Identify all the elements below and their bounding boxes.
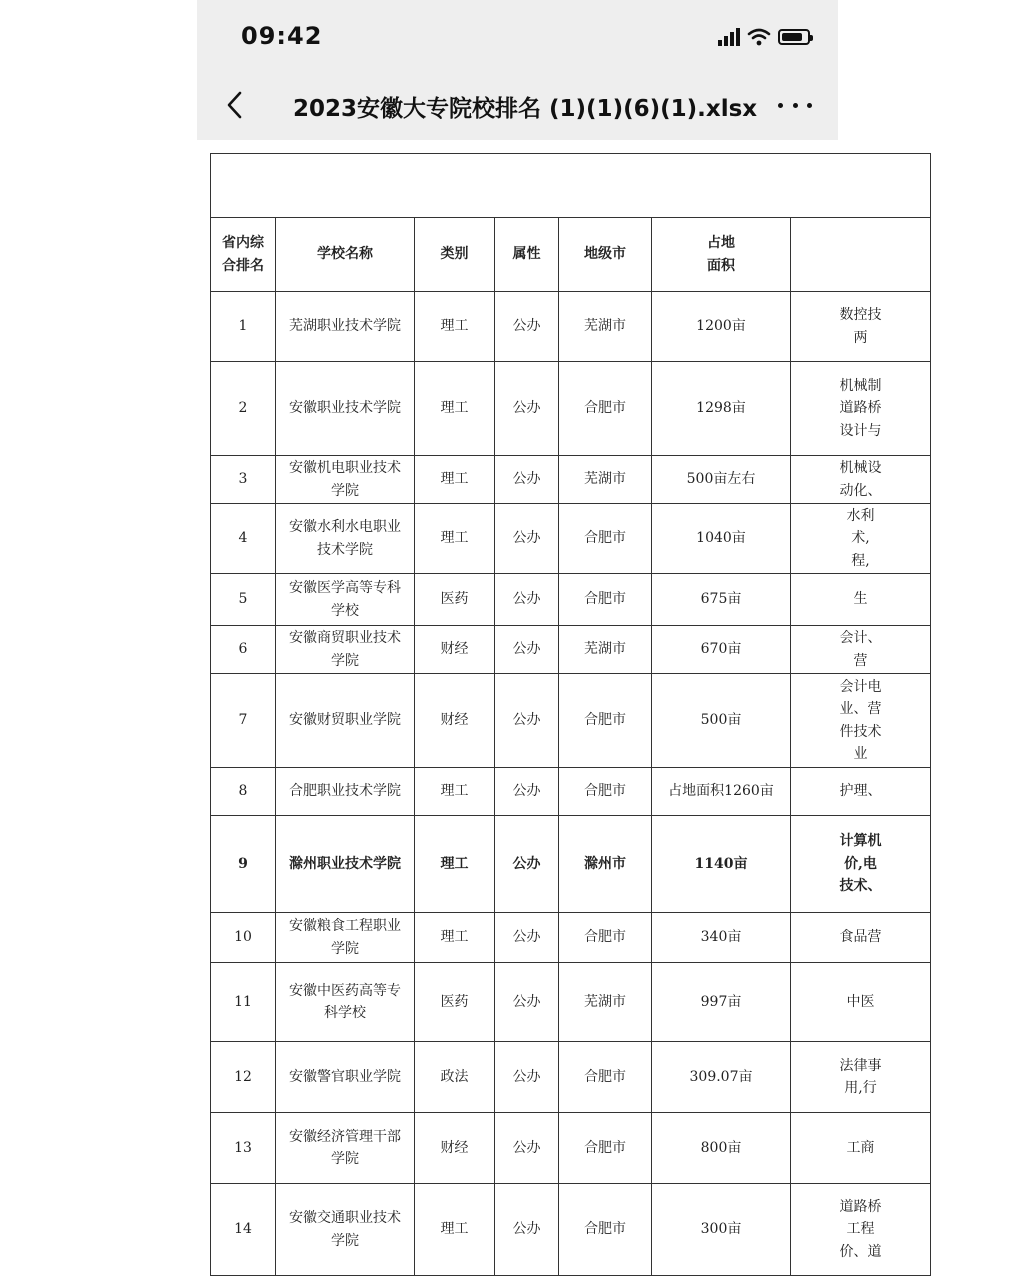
attribute-cell[interactable]: [495, 292, 559, 362]
school-name-cell[interactable]: [276, 456, 415, 504]
city-cell[interactable]: [559, 1113, 652, 1184]
attribute-cell-line: 公办: [512, 929, 541, 946]
area-cell[interactable]: [652, 626, 791, 674]
major-cell-line: 业: [853, 745, 868, 762]
area-cell[interactable]: [652, 913, 791, 963]
school-name-cell[interactable]: [276, 504, 415, 574]
sheet-title-cell[interactable]: [211, 154, 931, 218]
rank-cell[interactable]: [211, 574, 276, 626]
header-major[interactable]: [791, 218, 931, 292]
phone-screen: [197, 0, 882, 1280]
major-cell-line: 动化、: [839, 482, 882, 499]
city-cell-line: 芜湖市: [584, 993, 626, 1010]
city-cell[interactable]: [559, 913, 652, 963]
school-name-cell-line: 安徽职业技术学院: [289, 400, 401, 417]
area-cell-line: 340亩: [700, 929, 742, 946]
area-cell-line: 1200亩: [696, 318, 746, 335]
type-cell-line: 财经: [440, 1139, 469, 1156]
attribute-cell[interactable]: [495, 574, 559, 626]
table-row: [211, 362, 931, 456]
table-row: [211, 574, 931, 626]
school-name-cell[interactable]: [276, 1113, 415, 1184]
back-button[interactable]: [219, 88, 249, 122]
header-attribute[interactable]: [495, 218, 559, 292]
battery-icon: [778, 29, 810, 45]
school-name-cell-line: 安徽交通职业技术: [289, 1210, 401, 1227]
city-cell[interactable]: [559, 362, 652, 456]
area-cell[interactable]: [652, 292, 791, 362]
school-name-cell[interactable]: [276, 1184, 415, 1276]
school-name-cell-line: 科学校: [324, 1005, 366, 1021]
rank-cell-line: 8: [238, 783, 248, 800]
rank-cell[interactable]: [211, 768, 276, 816]
attribute-cell-line: 公办: [512, 1139, 541, 1156]
attribute-cell-line: 公办: [512, 591, 541, 608]
header-school-name-line: 学校名称: [317, 246, 373, 263]
major-cell[interactable]: [791, 768, 931, 816]
rank-cell-line: 11: [234, 993, 252, 1010]
type-cell-line: 理工: [440, 530, 469, 547]
area-cell-line: 占地面积1260亩: [668, 783, 774, 800]
rank-cell-line: 10: [234, 929, 252, 946]
rank-cell-line: 13: [234, 1139, 252, 1156]
school-name-cell-line: 安徽经济管理干部: [289, 1128, 401, 1145]
attribute-cell[interactable]: [495, 504, 559, 574]
area-cell-line: 500亩左右: [686, 471, 756, 488]
header-rank-line: 合排名: [222, 257, 264, 274]
city-cell-line: 芜湖市: [584, 471, 626, 488]
major-cell-line: 工程: [846, 1221, 875, 1238]
major-cell[interactable]: [791, 1113, 931, 1184]
attribute-cell[interactable]: [495, 362, 559, 456]
school-name-cell-line: 学院: [331, 1232, 359, 1249]
area-cell[interactable]: [652, 362, 791, 456]
school-name-cell-line: 学院: [331, 1151, 359, 1167]
major-cell-line: 水利: [846, 507, 875, 524]
school-name-cell-line: 滁州职业技术学院: [289, 855, 401, 872]
major-cell[interactable]: [791, 362, 931, 456]
school-name-cell[interactable]: [276, 574, 415, 626]
header-area-line: 占地: [707, 235, 735, 252]
major-cell-line: 道路桥: [839, 1198, 882, 1215]
city-cell-line: 合肥市: [584, 929, 626, 946]
major-cell-line: 护理、: [839, 783, 882, 800]
more-dots-icon: [778, 103, 783, 108]
type-cell-line: 理工: [440, 400, 469, 417]
type-cell-line: 理工: [440, 318, 469, 335]
rank-cell[interactable]: [211, 963, 276, 1042]
major-cell[interactable]: [791, 574, 931, 626]
wifi-icon: [748, 28, 770, 46]
signal-icon: [718, 28, 740, 46]
type-cell[interactable]: [415, 1042, 495, 1113]
area-cell-line: 675亩: [700, 591, 742, 608]
type-cell-line: 财经: [440, 641, 469, 658]
status-time: 09:42: [241, 22, 323, 50]
type-cell[interactable]: [415, 362, 495, 456]
type-cell-line: 理工: [440, 471, 469, 488]
area-cell-line: 500亩: [700, 712, 742, 729]
major-cell-line: 设计与: [839, 422, 882, 439]
rank-cell-line: 6: [238, 641, 248, 658]
area-cell[interactable]: [652, 574, 791, 626]
major-cell-line: 会计电: [839, 678, 882, 695]
school-name-cell-line: 学院: [331, 482, 359, 499]
school-name-cell[interactable]: [276, 674, 415, 768]
school-name-cell[interactable]: [276, 816, 415, 913]
area-cell[interactable]: [652, 1113, 791, 1184]
attribute-cell-line: 公办: [512, 993, 541, 1010]
header-row: [211, 218, 931, 292]
area-cell[interactable]: [652, 1184, 791, 1276]
school-name-cell-line: 合肥职业技术学院: [289, 783, 401, 800]
city-cell[interactable]: [559, 574, 652, 626]
city-cell[interactable]: [559, 674, 652, 768]
type-cell[interactable]: [415, 768, 495, 816]
school-name-cell-line: 安徽粮食工程职业: [289, 918, 401, 935]
school-name-cell[interactable]: [276, 1042, 415, 1113]
sheet-title-row: [211, 154, 931, 218]
attribute-cell[interactable]: [495, 1042, 559, 1113]
rank-cell-line: 2: [238, 400, 248, 417]
status-bar: [197, 0, 838, 70]
major-cell-line: 价、道: [839, 1243, 882, 1260]
rank-cell[interactable]: [211, 292, 276, 362]
type-cell[interactable]: [415, 1113, 495, 1184]
table-row: [211, 816, 931, 913]
header-attribute-line: 属性: [512, 246, 541, 263]
nav-bar: [197, 70, 838, 140]
attribute-cell-line: 公办: [512, 641, 541, 658]
major-cell-line: 会计、: [839, 630, 882, 647]
attribute-cell[interactable]: [495, 674, 559, 768]
area-cell-line: 800亩: [700, 1139, 742, 1156]
rank-cell-line: 5: [238, 591, 248, 608]
major-cell-line: 两: [853, 329, 868, 346]
table-row: [211, 913, 931, 963]
city-cell-line: 合肥市: [584, 783, 626, 800]
attribute-cell-line: 公办: [512, 1221, 541, 1238]
attribute-cell-line: 公办: [512, 471, 541, 488]
type-cell-line: 理工: [440, 1221, 469, 1238]
rank-cell[interactable]: [211, 1042, 276, 1113]
school-name-cell[interactable]: [276, 292, 415, 362]
school-name-cell[interactable]: [276, 768, 415, 816]
header-rank[interactable]: [211, 218, 276, 292]
school-name-cell[interactable]: [276, 626, 415, 674]
major-cell-line: 技术、: [839, 878, 882, 895]
area-cell[interactable]: [652, 1042, 791, 1113]
city-cell[interactable]: [559, 816, 652, 913]
city-cell[interactable]: [559, 1042, 652, 1113]
city-cell-line: 合肥市: [584, 712, 626, 729]
major-cell-line: 术,: [851, 530, 870, 547]
area-cell[interactable]: [652, 504, 791, 574]
area-cell-line: 997亩: [700, 993, 742, 1010]
city-cell[interactable]: [559, 768, 652, 816]
attribute-cell-line: 公办: [512, 783, 541, 800]
rank-cell-line: 3: [238, 471, 248, 488]
type-cell[interactable]: [415, 626, 495, 674]
major-cell[interactable]: [791, 963, 931, 1042]
major-cell[interactable]: [791, 1184, 931, 1276]
table-row: [211, 1184, 931, 1276]
school-name-cell[interactable]: [276, 913, 415, 963]
school-name-cell-line: 安徽商贸职业技术: [289, 630, 401, 647]
attribute-cell[interactable]: [495, 963, 559, 1042]
area-cell-line: 1298亩: [696, 400, 746, 417]
type-cell[interactable]: [415, 963, 495, 1042]
area-cell[interactable]: [652, 674, 791, 768]
rank-cell-line: 1: [238, 318, 248, 335]
rank-cell-line: 9: [238, 855, 248, 872]
type-cell-line: 财经: [440, 712, 469, 729]
type-cell-line: 理工: [440, 929, 469, 946]
attribute-cell-line: 公办: [512, 712, 541, 729]
more-button[interactable]: [778, 90, 812, 120]
major-cell[interactable]: [791, 913, 931, 963]
type-cell-line: 医药: [440, 591, 469, 608]
header-type-line: 类别: [440, 246, 469, 263]
city-cell[interactable]: [559, 504, 652, 574]
school-name-cell-line: 安徽水利水电职业: [289, 519, 401, 536]
school-name-cell-line: 安徽财贸职业学院: [289, 712, 401, 729]
major-cell-line: 数控技: [839, 307, 882, 324]
major-cell-line: 道路桥: [839, 400, 882, 417]
major-cell-line: 机械制: [839, 377, 882, 394]
rank-cell[interactable]: [211, 362, 276, 456]
major-cell-line: 工商: [846, 1139, 875, 1156]
type-cell[interactable]: [415, 1184, 495, 1276]
attribute-cell[interactable]: [495, 626, 559, 674]
attribute-cell-line: 公办: [512, 1068, 541, 1085]
rank-cell[interactable]: [211, 913, 276, 963]
type-cell[interactable]: [415, 574, 495, 626]
area-cell[interactable]: [652, 963, 791, 1042]
area-cell-line: 1040亩: [696, 530, 746, 547]
header-area-line: 面积: [707, 257, 735, 274]
type-cell-line: 政法: [440, 1068, 469, 1085]
type-cell[interactable]: [415, 816, 495, 913]
rank-cell-line: 7: [238, 712, 248, 729]
type-cell[interactable]: [415, 292, 495, 362]
status-icons: [718, 24, 810, 50]
major-cell[interactable]: [791, 292, 931, 362]
major-cell-line: 价,电: [844, 855, 877, 872]
major-cell[interactable]: [791, 674, 931, 768]
rank-cell[interactable]: [211, 456, 276, 504]
city-cell-line: 合肥市: [584, 400, 626, 417]
table-row: [211, 1042, 931, 1113]
city-cell-line: 合肥市: [584, 1139, 626, 1156]
city-cell-line: 芜湖市: [584, 318, 626, 335]
type-cell[interactable]: [415, 504, 495, 574]
city-cell-line: 滁州市: [584, 855, 626, 872]
table-row: [211, 768, 931, 816]
area-cell-line: 309.07亩: [689, 1068, 753, 1085]
header-area[interactable]: [652, 218, 791, 292]
school-name-cell-line: 安徽医学高等专科: [289, 580, 401, 597]
header-city[interactable]: [559, 218, 652, 292]
school-name-cell-line: 学院: [331, 652, 359, 669]
header-rank-line: 省内综: [222, 235, 264, 252]
rank-cell[interactable]: [211, 504, 276, 574]
type-cell[interactable]: [415, 913, 495, 963]
type-cell[interactable]: [415, 674, 495, 768]
type-cell[interactable]: [415, 456, 495, 504]
school-name-cell[interactable]: [276, 963, 415, 1042]
header-school-name[interactable]: [276, 218, 415, 292]
city-cell-line: 芜湖市: [584, 641, 626, 658]
school-name-cell-line: 学院: [331, 940, 359, 957]
major-cell-line: 法律事: [839, 1057, 882, 1074]
school-name-cell-line: 安徽机电职业技术: [289, 460, 401, 477]
area-cell[interactable]: [652, 816, 791, 913]
attribute-cell[interactable]: [495, 768, 559, 816]
city-cell-line: 合肥市: [584, 591, 626, 608]
attribute-cell[interactable]: [495, 1184, 559, 1276]
city-cell-line: 合肥市: [584, 1068, 626, 1085]
attribute-cell[interactable]: [495, 913, 559, 963]
major-cell-line: 中医: [846, 993, 875, 1010]
school-name-cell-line: 学校: [331, 602, 359, 619]
area-cell[interactable]: [652, 456, 791, 504]
major-cell[interactable]: [791, 504, 931, 574]
attribute-cell-line: 公办: [512, 318, 541, 335]
type-cell-line: 医药: [440, 993, 469, 1010]
major-cell[interactable]: [791, 816, 931, 913]
school-name-cell-line: 安徽警官职业学院: [289, 1068, 401, 1085]
school-name-cell-line: 芜湖职业技术学院: [289, 318, 401, 335]
major-cell-line: 用,行: [844, 1080, 877, 1096]
school-name-cell-line: 技术学院: [317, 541, 373, 558]
area-cell[interactable]: [652, 768, 791, 816]
header-type[interactable]: [415, 218, 495, 292]
major-cell[interactable]: [791, 456, 931, 504]
rank-cell[interactable]: [211, 626, 276, 674]
type-cell-line: 理工: [440, 783, 469, 800]
rank-cell-line: 14: [234, 1221, 252, 1238]
major-cell-line: 食品营: [839, 929, 882, 946]
document-viewer[interactable]: [197, 140, 882, 1280]
major-cell-line: 程,: [851, 552, 870, 569]
city-cell[interactable]: [559, 626, 652, 674]
major-cell-line: 营: [853, 652, 868, 669]
city-cell[interactable]: [559, 1184, 652, 1276]
major-cell[interactable]: [791, 1042, 931, 1113]
rank-cell-line: 4: [238, 530, 248, 547]
table-row: [211, 1113, 931, 1184]
rank-cell[interactable]: [211, 816, 276, 913]
attribute-cell-line: 公办: [512, 400, 541, 417]
area-cell-line: 1140亩: [694, 855, 748, 872]
table-row: [211, 504, 931, 574]
spreadsheet-table: [210, 153, 931, 1276]
attribute-cell[interactable]: [495, 1113, 559, 1184]
school-name-cell[interactable]: [276, 362, 415, 456]
major-cell-line: 生: [853, 591, 868, 608]
table-row: [211, 674, 931, 768]
attribute-cell-line: 公办: [512, 530, 541, 547]
rank-cell[interactable]: [211, 674, 276, 768]
attribute-cell[interactable]: [495, 456, 559, 504]
rank-cell[interactable]: [211, 1113, 276, 1184]
chevron-left-icon: [225, 90, 243, 120]
table-row: [211, 456, 931, 504]
table-row: [211, 292, 931, 362]
rank-cell[interactable]: [211, 1184, 276, 1276]
major-cell-line: 件技术: [839, 723, 882, 740]
major-cell-line: 机械设: [839, 460, 882, 477]
type-cell-line: 理工: [440, 855, 469, 872]
city-cell[interactable]: [559, 292, 652, 362]
city-cell-line: 合肥市: [584, 530, 626, 547]
rank-cell-line: 12: [234, 1068, 252, 1085]
major-cell-line: 业、营: [839, 701, 882, 718]
city-cell-line: 合肥市: [584, 1221, 626, 1238]
document-title: 2023安徽大专院校排名 (1)(1)(6)(1).xlsx: [293, 96, 758, 122]
header-city-line: 地级市: [584, 246, 626, 263]
area-cell-line: 670亩: [700, 641, 742, 658]
school-name-cell-line: 安徽中医药高等专: [289, 982, 401, 999]
attribute-cell[interactable]: [495, 816, 559, 913]
major-cell-line: 计算机: [839, 833, 882, 850]
table-row: [211, 626, 931, 674]
attribute-cell-line: 公办: [512, 855, 541, 872]
city-cell[interactable]: [559, 963, 652, 1042]
major-cell[interactable]: [791, 626, 931, 674]
area-cell-line: 300亩: [700, 1221, 742, 1238]
city-cell[interactable]: [559, 456, 652, 504]
table-row: [211, 963, 931, 1042]
